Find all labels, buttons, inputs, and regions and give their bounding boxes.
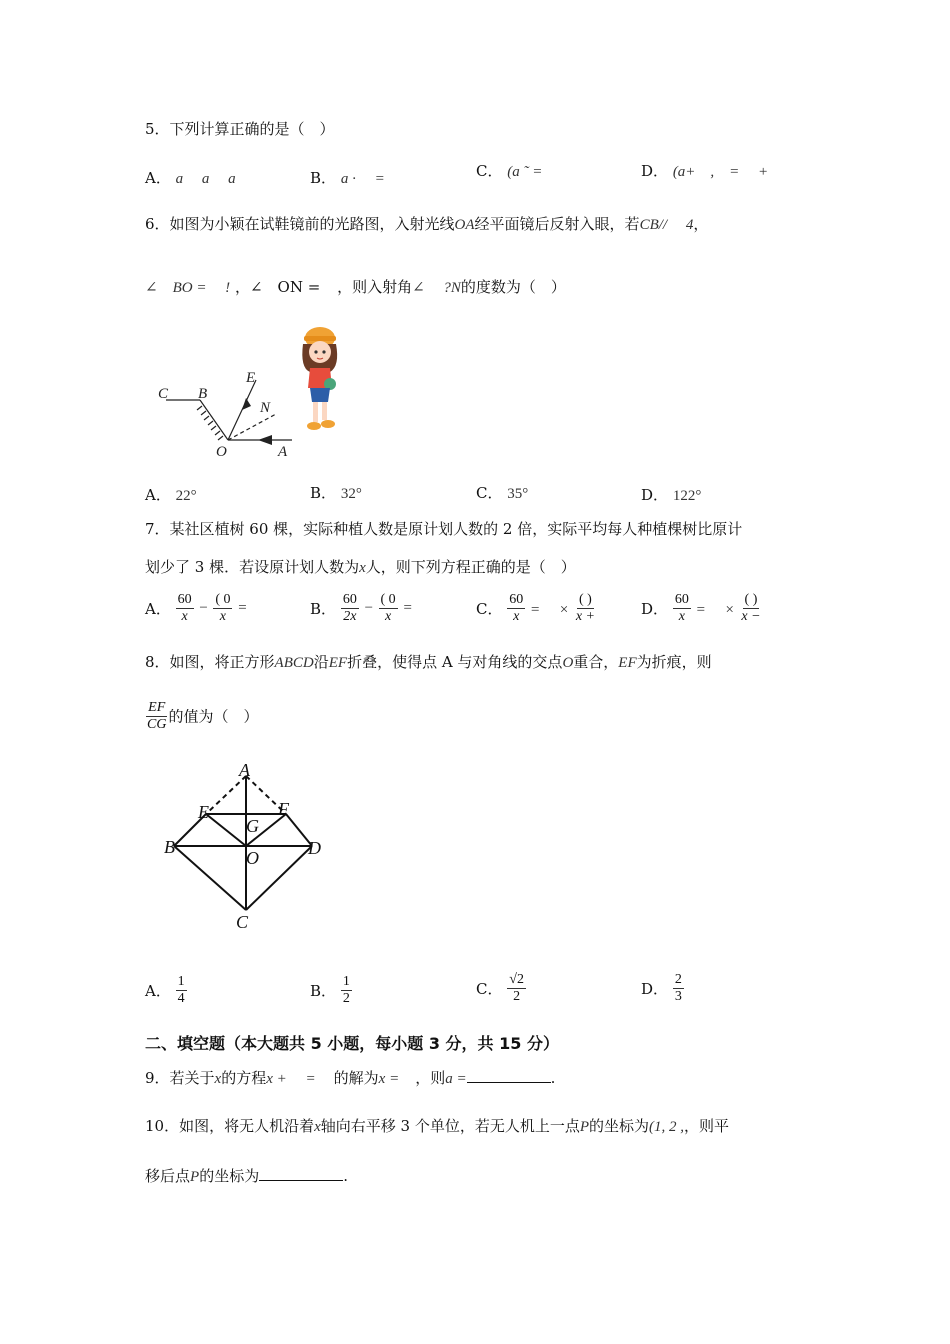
label-a: A [278,444,288,460]
numerator: ( 0 [215,592,231,607]
q6-text: 的度数为（ ） [460,278,566,296]
edge-bc [174,846,246,910]
q10-text: ，则平 [684,1117,730,1135]
denominator: x [219,609,226,624]
operator: − [198,600,209,616]
q7-line2 [145,557,576,578]
operator: = [237,600,248,616]
q8-ef: EF [618,655,637,671]
q6-oa: OA [454,217,475,233]
label-f: F [278,799,289,819]
denominator: x [513,609,520,624]
fraction [673,592,691,625]
q9-text: . [550,1069,556,1087]
q10-line1 [145,1116,729,1137]
label-e: E [246,370,256,386]
section-heading: 二、填空题（本大题共 5 小题，每小题 3 分，共 15 分） [145,1034,559,1053]
option-label: C． [476,484,503,502]
girl-illustration [290,322,348,438]
q10-x: x [314,1119,321,1135]
q6-text: 6．如图为小颖在试鞋镜前的光路图，入射光线 [145,215,455,233]
option-expr: a · = [340,171,385,187]
q5-option-c[interactable] [476,160,542,181]
label-c: C [158,386,169,402]
q8-ef: EF [328,655,348,671]
q6-text: ，则入射角 [337,278,413,296]
q6-angle-3: ∠ ?N [412,280,461,296]
q7-option-d[interactable] [641,592,763,625]
option-label: D． [641,486,669,504]
option-label: A． [145,982,171,1000]
numerator: 60 [509,592,524,607]
q10-line2 [145,1166,348,1187]
label-d: D [308,838,321,858]
operator: = [402,600,413,616]
q7-text: 划少了 3 棵．若设原计划人数为 [145,558,360,576]
q8-o: O [562,655,574,671]
q10-text: 轴向右平移 3 个单位，若无人机上一点 [320,1117,580,1135]
label-g: G [246,816,259,836]
q9-text: 9．若关于 [145,1069,215,1087]
q6-stem [145,214,708,235]
operator: = × [695,602,735,618]
q7-text: 人，则下列方程正确的是（ ） [365,558,576,576]
fraction [574,592,597,625]
label-c: C [236,912,249,932]
label-b: B [198,386,208,402]
numerator: ( ) [579,592,592,607]
q8-text: 的值为（ ） [168,707,259,726]
q10-coord: (1, 2 , [649,1119,685,1135]
q6-angle-2: ，∠ ON = [234,278,321,296]
option-expr: (a+ , = + [672,164,769,180]
numerator: 60 [342,592,357,607]
q6-option-b[interactable] [310,482,362,503]
denominator: x [678,609,685,624]
numerator: 1 [342,974,350,989]
q9-solution: x = [378,1071,400,1087]
q8-option-a[interactable] [145,974,187,1007]
q8-text: 8．如图，将正方形 [145,653,275,671]
q6-option-d[interactable] [641,484,701,505]
q8-option-c[interactable] [476,972,526,1005]
q6-cb: CB// 4 [639,217,694,233]
q5-option-b[interactable] [310,167,385,188]
label-n: N [260,400,271,416]
q9-text: 的方程 [221,1069,267,1087]
q7-option-b[interactable] [310,592,413,625]
option-expr: a a a [175,171,236,187]
q8-text: 为折痕，则 [636,653,712,671]
q10-text: 的坐标为 [589,1117,650,1135]
fraction [213,592,232,625]
q8-option-d[interactable] [641,972,684,1005]
option-label: B． [310,169,337,187]
option-label: C． [476,162,503,180]
q8-text: 重合， [573,653,619,671]
fold-edge-ae [206,776,246,814]
numerator: √2 [509,972,524,987]
option-label: A． [145,169,171,187]
label-e: E [198,802,209,822]
option-label: D． [641,980,669,998]
q10-text: . [343,1167,348,1185]
denominator: 2 [513,989,521,1004]
numerator: 60 [674,592,689,607]
q7-line1: 7．某社区植树 60 棵，实际种植人数是原计划人数的 2 倍，实际平均每人种植棵树比原计 [145,520,743,538]
q10-p: P [579,1119,590,1135]
fraction [176,592,194,625]
q5-stem: 5．下列计算正确的是（ ） [145,120,335,138]
fraction [176,974,187,1007]
q10-answer-blank[interactable] [259,1166,343,1181]
denominator: x − [741,609,761,624]
q9-text: ，则 [415,1069,446,1087]
denominator: x + [575,609,595,624]
q8-fraction [145,700,168,733]
fold-eo [206,814,246,846]
q9-answer-blank[interactable] [467,1068,551,1083]
q9-equation: x + = [266,1071,316,1087]
q6-angle-1: ∠ BO = ! [145,280,231,296]
q5-option-a[interactable] [145,167,236,188]
option-expr: (a ˜ = [507,164,543,180]
q9-x: x [214,1071,222,1087]
fraction [739,592,762,625]
option-label: B． [310,484,337,502]
option-label: D． [641,600,669,618]
option-label: A． [145,600,171,618]
fraction [341,974,352,1007]
option-label: B． [310,600,337,618]
option-value: 122° [672,488,702,504]
q6-option-a[interactable] [145,484,197,505]
denominator: 4 [177,991,185,1006]
q10-text: 10．如图，将无人机沿着 [145,1117,315,1135]
q8-square-figure [160,760,330,940]
operator: = × [530,602,570,618]
operator: − [363,600,374,616]
fraction [507,592,525,625]
q9-stem [145,1068,555,1089]
q8-line1 [145,652,712,673]
q9-a: a = [445,1071,467,1087]
fraction [341,592,359,625]
label-b: B [164,837,175,857]
q8-text: 折叠，使得点 A 与对角线的交点 [347,653,563,671]
denominator: 2 [342,991,350,1006]
arrow-e-icon [242,398,251,410]
q6-text: 经平面镜后反射入眼，若 [474,215,640,233]
denominator: x [181,609,188,624]
option-label: C． [476,980,503,998]
q7-option-c[interactable] [476,592,597,625]
option-value: 22° [175,488,197,504]
q8-option-b[interactable] [310,974,352,1007]
q6-stem-line2 [145,277,566,298]
fraction [379,592,398,625]
fraction [507,972,526,1005]
denominator: CG [147,717,167,732]
q10-p: P [190,1169,200,1185]
numerator: ( ) [744,592,758,607]
option-label: D． [641,162,669,180]
denominator: 3 [674,989,682,1004]
denominator: 2x [343,609,357,624]
numerator: 60 [177,592,192,607]
q10-text: 的坐标为 [199,1167,260,1185]
q7-option-a[interactable] [145,592,247,625]
arrow-a-icon [258,435,272,445]
q8-abcd: ABCD [274,655,314,671]
q9-text: 的解为 [333,1069,379,1087]
fraction [673,972,684,1005]
q8-text: 沿 [313,653,329,671]
label-o: O [246,848,259,868]
numerator: 1 [177,974,185,989]
q7-x: x [359,560,366,576]
numerator: 2 [674,972,682,987]
option-value: 32° [340,486,362,502]
label-o: O [216,444,227,460]
option-label: A． [145,486,171,504]
q8-line2 [145,700,258,733]
q5-option-d[interactable] [641,160,768,181]
q6-option-c[interactable] [476,482,528,503]
q10-text: 移后点 [145,1167,191,1185]
numerator: EF [148,700,166,715]
option-label: B． [310,982,337,1000]
denominator: x [384,609,392,624]
option-value: 35° [507,486,529,502]
label-a: A [239,760,250,780]
normal-on [228,414,276,440]
option-label: C． [476,600,503,618]
q6-text: ， [693,215,709,233]
numerator: ( 0 [380,592,396,607]
